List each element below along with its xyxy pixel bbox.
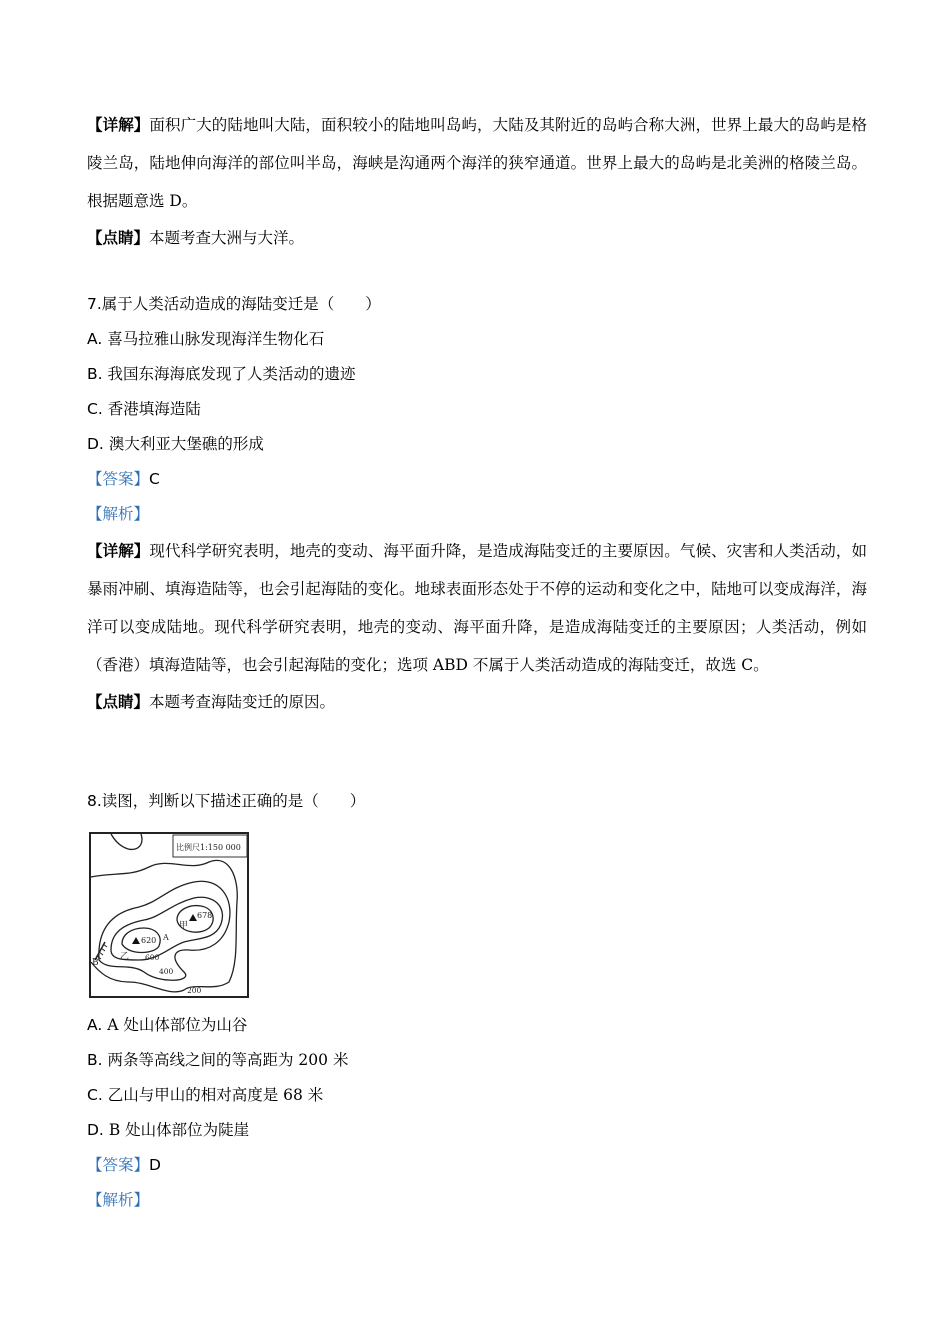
peak-jia-elevation: 678 xyxy=(197,911,213,920)
q7-detail-paragraph xyxy=(87,532,867,684)
q7-option-d xyxy=(87,427,867,462)
q8-option-d xyxy=(87,1113,867,1148)
q8-option-b xyxy=(87,1043,867,1078)
q7-detail-tag: 【详解】 xyxy=(87,541,150,560)
option-letter: D. xyxy=(87,435,104,453)
contour-label-400: 400 xyxy=(159,967,174,976)
option-text: 乙山与甲山的相对高度是 68 米 xyxy=(107,1086,324,1104)
contour-map xyxy=(89,832,249,998)
q7-number: 7. xyxy=(87,295,102,313)
option-letter: D. xyxy=(87,1121,104,1139)
q6-detail-text: 面积广大的陆地叫大陆，面积较小的陆地叫岛屿，大陆及其附近的岛屿合称大洲，世界上最大的岛屿是格陵兰岛，陆地伸向海洋的部位叫半岛，海峡是沟通两个海洋的狭窄通道。世界上最大的岛屿是北美洲的格陵兰岛。根据题意选 D。 xyxy=(87,116,867,210)
q7-option-a xyxy=(87,322,867,357)
q8-answer-value: D xyxy=(149,1156,161,1174)
q8-stem-section xyxy=(87,784,867,819)
option-text: 澳大利亚大堡礁的形成 xyxy=(108,435,264,453)
q8-stem xyxy=(87,784,867,819)
option-text: 香港填海造陆 xyxy=(107,400,201,418)
contour-label-600: 600 xyxy=(145,953,160,962)
peak-jia-label: 甲 xyxy=(179,921,189,931)
q7-answer-line xyxy=(87,462,867,497)
peak-yi-elevation: 620 xyxy=(141,936,157,945)
q8-options-section xyxy=(87,1008,867,1218)
q6-comment-text: 本题考查大洲与大洋。 xyxy=(149,229,305,247)
option-text: 我国东海海底发现了人类活动的遗迹 xyxy=(107,365,356,383)
q7-answer-tag: 【答案】 xyxy=(87,470,150,488)
q7-stem xyxy=(87,287,867,322)
q8-analysis-tag: 【解析】 xyxy=(87,1191,150,1209)
scale-text: 比例尺1:150 000 xyxy=(176,843,241,852)
option-text: B 处山体部位为陡崖 xyxy=(108,1121,250,1139)
q7-comment-text: 本题考查海陆变迁的原因。 xyxy=(149,693,336,711)
q6-detail-paragraph xyxy=(87,106,867,220)
q6-comment-tag: 【点睛】 xyxy=(87,228,150,247)
q8-number: 8. xyxy=(87,792,102,810)
option-text: 两条等高线之间的等高距为 200 米 xyxy=(107,1051,349,1069)
contour-map-figure xyxy=(89,832,249,998)
q7-stem-text: 属于人类活动造成的海陆变迁是（ ） xyxy=(101,295,381,313)
label-a: A xyxy=(163,933,169,942)
option-letter: C. xyxy=(87,1086,103,1104)
q8-option-a xyxy=(87,1008,867,1043)
q6-detail-section xyxy=(87,106,867,256)
q7-comment-line xyxy=(87,684,867,720)
q7-option-c xyxy=(87,392,867,427)
option-letter: C. xyxy=(87,400,103,418)
q8-stem-text: 读图，判断以下描述正确的是（ ） xyxy=(101,792,366,810)
q7-analysis-tag: 【解析】 xyxy=(87,505,150,523)
option-text: 喜马拉雅山脉发现海洋生物化石 xyxy=(107,330,325,348)
contour-label-200: 200 xyxy=(187,986,202,995)
q8-option-c xyxy=(87,1078,867,1113)
option-letter: B. xyxy=(87,1051,103,1069)
option-text: A 处山体部位为山谷 xyxy=(107,1016,248,1034)
q6-detail-tag: 【详解】 xyxy=(87,115,150,134)
q7-detail-text: 现代科学研究表明，地壳的变动、海平面升降，是造成海陆变迁的主要原因。气候、灾害和人类活动，如暴雨冲刷、填海造陆等，也会引起海陆的变化。地球表面形态处于不停的运动和变化之中，陆地可以变成海洋，海洋可以变成陆地。现代科学研究表明，地壳的变动、海平面升降，是造成海陆变迁的主要原因；人类活动，例如（香港）填海造陆等，也会引起海陆的变化；选项 ABD 不属于人类活动造成的海陆变迁，故选 C。 xyxy=(87,542,867,674)
q7-comment-tag: 【点睛】 xyxy=(87,692,150,711)
q8-answer-line xyxy=(87,1148,867,1183)
q7-section xyxy=(87,287,867,720)
option-letter: A. xyxy=(87,1016,103,1034)
label-b: B xyxy=(92,958,99,968)
peak-yi-label: 乙 xyxy=(120,952,130,962)
q8-answer-tag: 【答案】 xyxy=(87,1156,150,1174)
option-letter: A. xyxy=(87,330,103,348)
option-letter: B. xyxy=(87,365,103,383)
q7-answer-value: C xyxy=(149,470,160,488)
q6-comment-line xyxy=(87,220,867,256)
q7-option-b xyxy=(87,357,867,392)
